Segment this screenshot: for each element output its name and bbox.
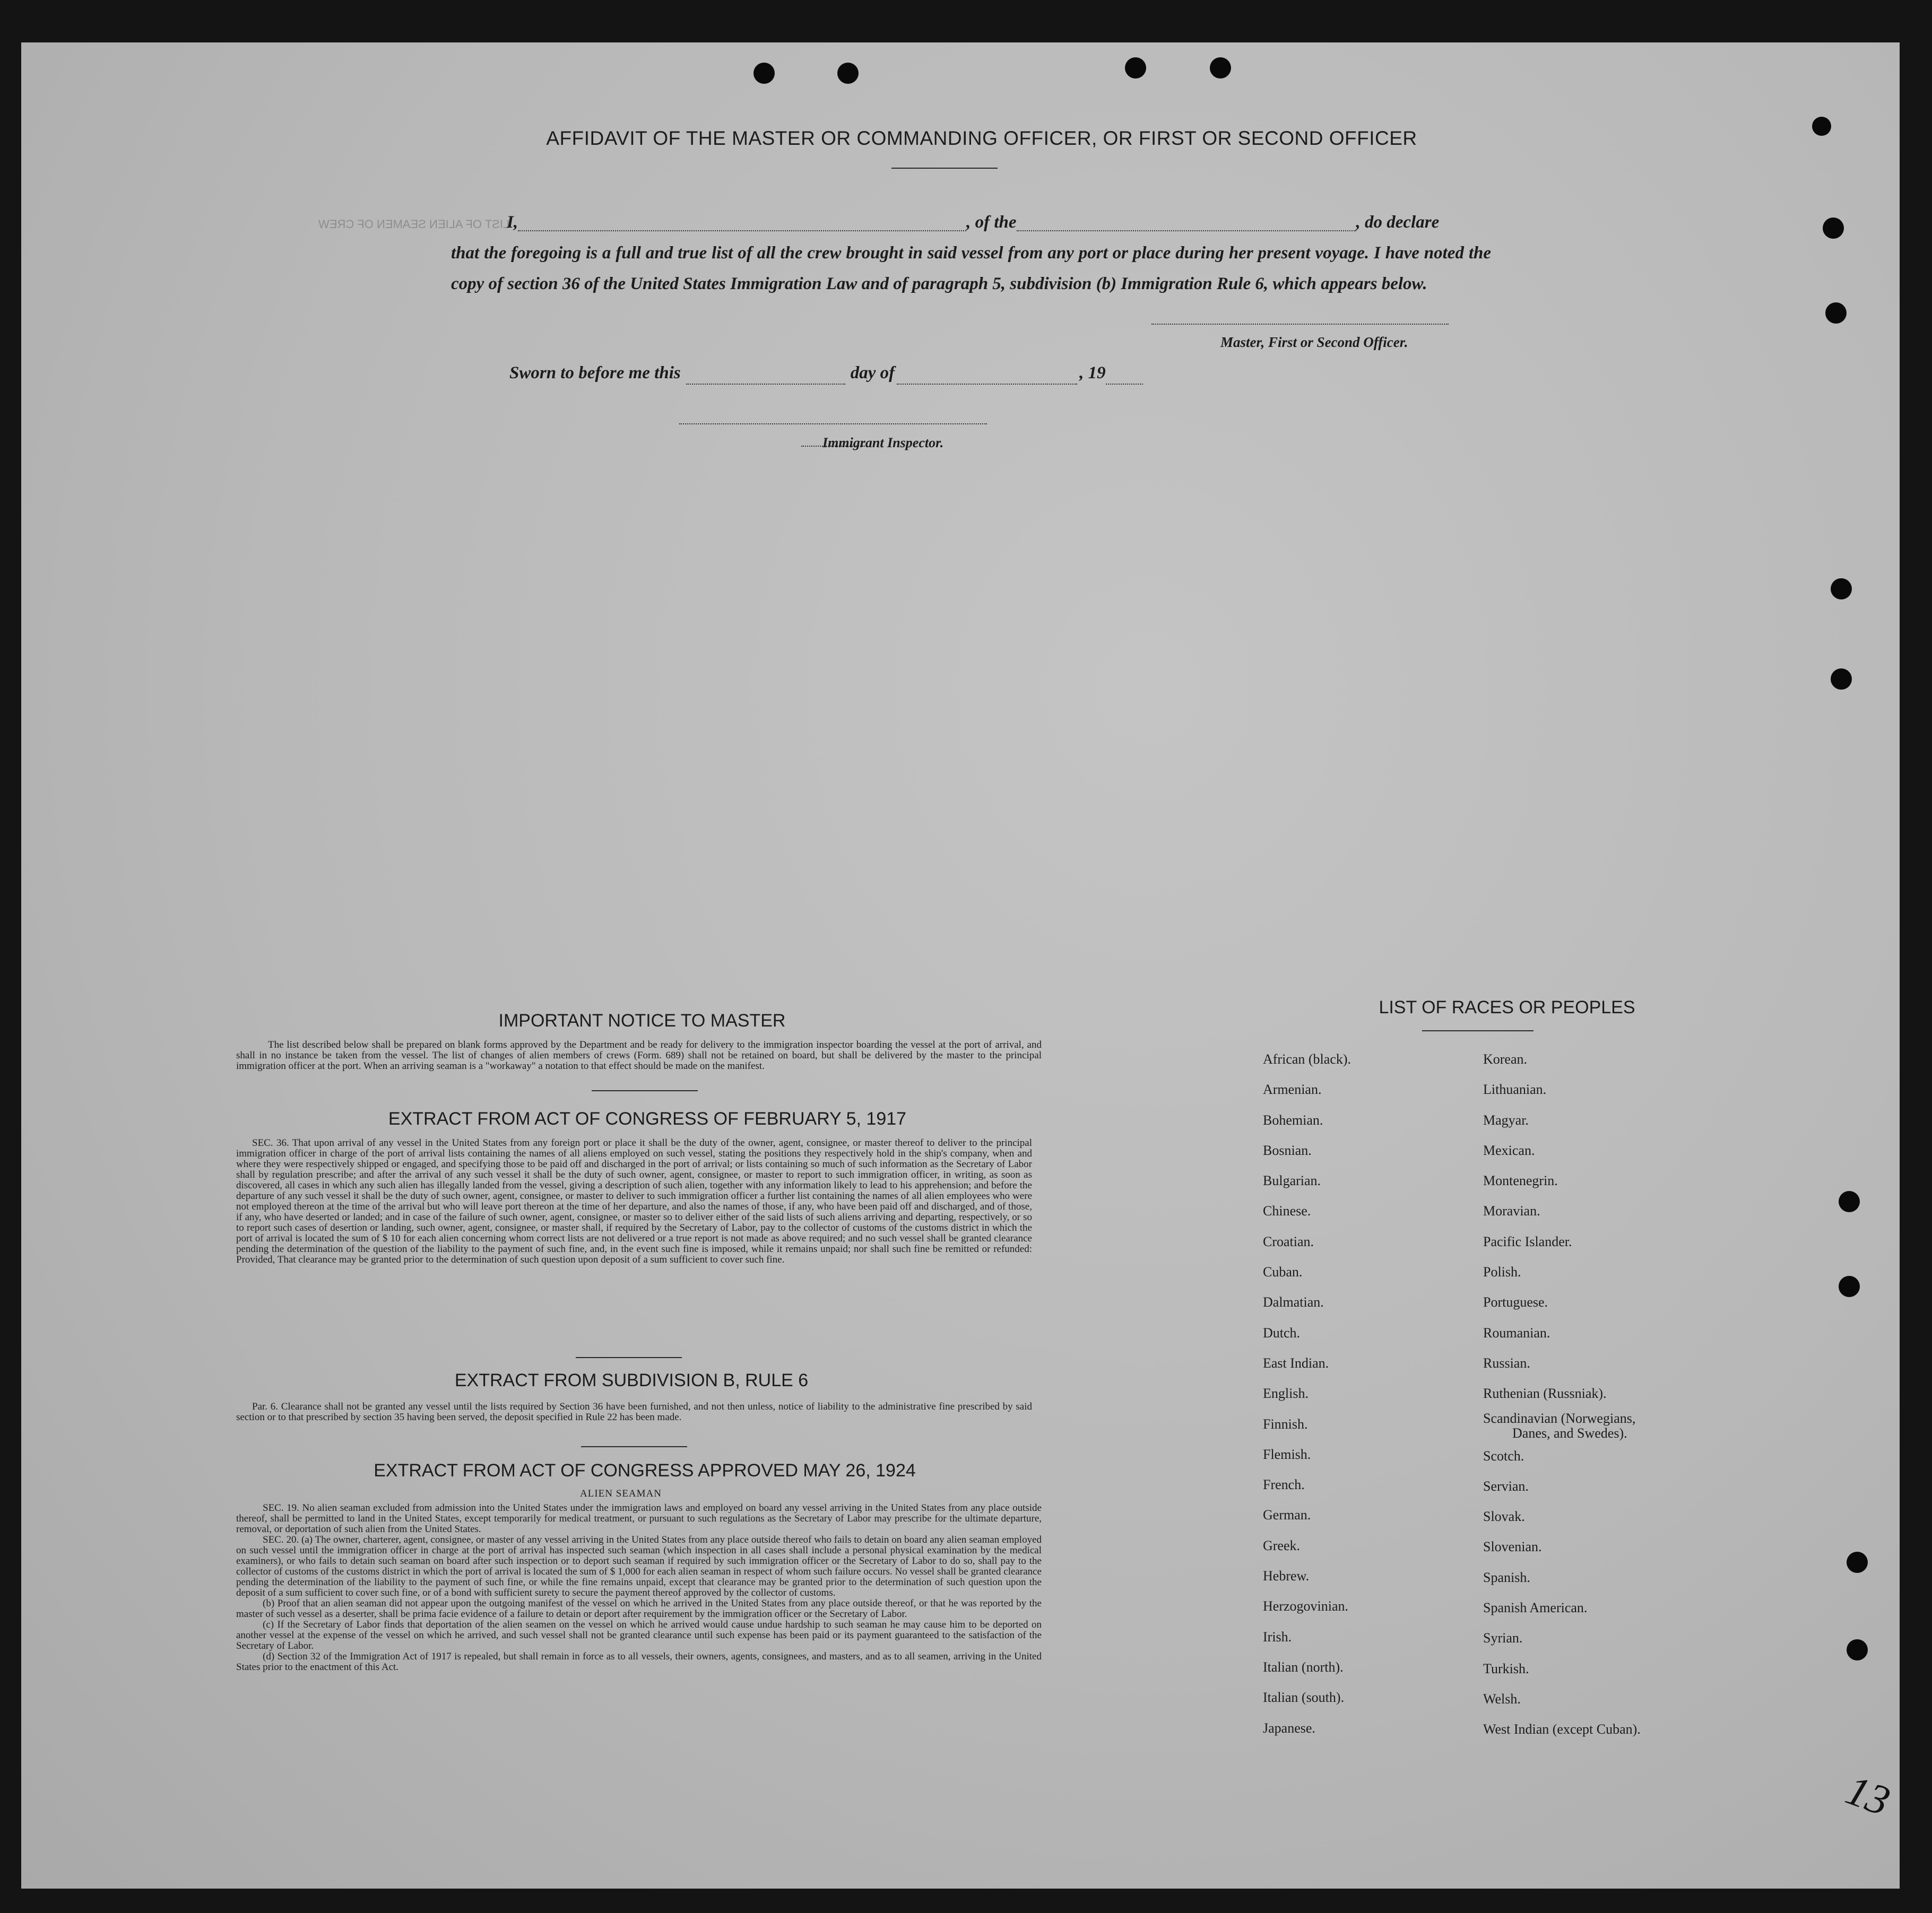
divider: [576, 1357, 682, 1358]
race-item: African (black).: [1263, 1051, 1351, 1067]
affidavit-first-line: [451, 207, 1491, 238]
sworn-year: , 19: [1079, 363, 1106, 382]
year-blank: [1106, 363, 1143, 385]
signature-label: Master, First or Second Officer.: [1220, 334, 1408, 350]
race-item: Scandinavian (Norwegians,: [1483, 1410, 1636, 1426]
race-item: Moravian.: [1483, 1203, 1540, 1219]
race-item: Spanish American.: [1483, 1600, 1588, 1616]
divider: [1422, 1030, 1534, 1031]
affidavit-body: [451, 207, 1491, 299]
name-blank: [518, 207, 966, 231]
extract-1924-paragraph: (d) Section 32 of the Immigration Act of 1917 is repealed, but shall remain in force as to all vessels, their owners, agents, consignees, and masters, and as to all seamen, arriving in the United States prior to the enactment of this Act.: [236, 1651, 1042, 1673]
extract-1924-paragraph: (c) If the Secretary of Labor finds that deportation of the alien seamen on the vessel on which he arrived would cause undue hardship to such seaman he may cause him to be deported on another vessel at the expense of the vessel on which he arrived, and such vessel shall not be granted clearance until such expense has been paid or its payment guaranteed to the satisfaction of the Secretary of Labor.: [236, 1619, 1042, 1651]
sworn-day-of: day of: [850, 363, 895, 382]
race-item: Slovak.: [1483, 1509, 1525, 1525]
race-item: Polish.: [1483, 1264, 1521, 1280]
race-item: Korean.: [1483, 1051, 1528, 1067]
races-heading: LIST OF RACES OR PEOPLES: [1379, 997, 1635, 1018]
divider: [592, 1090, 698, 1091]
race-item: Dalmatian.: [1263, 1294, 1324, 1310]
punch-hole: [1831, 578, 1852, 599]
race-item: Japanese.: [1263, 1720, 1315, 1736]
races-column-b: [1483, 1044, 1641, 1745]
race-item: Turkish.: [1483, 1660, 1529, 1676]
punch-hole: [1125, 57, 1146, 79]
race-item: Russian.: [1483, 1355, 1530, 1371]
divider: [581, 1446, 687, 1447]
extract-1924-body: [236, 1503, 1042, 1673]
extract-1924-paragraph: SEC. 19. No alien seaman excluded from admission into the United States under the immigration laws and employed on board any vessel arriving in the United States from any place outside thereof, shall be permitted to land in the United States, except temporarily for medical treatment, or pursuant to such regulations as the Secretary of Labor may prescribe for the ultimate departure, removal, or deportation of such alien from the United States.: [236, 1502, 1042, 1535]
affidavit-i: I,: [507, 213, 518, 232]
race-item: Chinese.: [1263, 1203, 1311, 1219]
affidavit-title: AFFIDAVIT OF THE MASTER OR COMMANDING OFFICER, OR FIRST OR SECOND OFFICER: [546, 127, 1417, 149]
sworn-line: [509, 363, 1199, 385]
punch-hole: [1831, 668, 1852, 690]
race-item: English.: [1263, 1386, 1309, 1402]
race-item: Welsh.: [1483, 1691, 1521, 1707]
punch-hole: [1210, 57, 1231, 79]
race-item: East Indian.: [1263, 1355, 1329, 1371]
race-item: Ruthenian (Russniak).: [1483, 1386, 1607, 1402]
race-item: Bulgarian.: [1263, 1173, 1321, 1189]
affidavit-of-the: , of the: [966, 213, 1017, 232]
extract-1924-subheading: ALIEN SEAMAN: [580, 1488, 662, 1499]
race-item: Slovenian.: [1483, 1539, 1542, 1555]
punch-hole: [1812, 117, 1831, 136]
race-item: Danes, and Swedes).: [1512, 1425, 1627, 1441]
race-item: Spanish.: [1483, 1569, 1530, 1585]
race-item: Flemish.: [1263, 1446, 1311, 1462]
punch-hole: [1847, 1552, 1868, 1573]
page-number: 13: [1840, 1767, 1896, 1825]
race-item: West Indian (except Cuban).: [1483, 1721, 1641, 1737]
extract-1917-heading: EXTRACT FROM ACT OF CONGRESS OF FEBRUARY 5, 1917: [388, 1109, 907, 1129]
day-blank: [686, 363, 845, 385]
punch-hole: [753, 63, 775, 84]
race-item: Italian (north).: [1263, 1659, 1344, 1675]
race-item: Syrian.: [1483, 1630, 1523, 1646]
punch-hole: [1839, 1276, 1860, 1297]
extract-1924-paragraph: (b) Proof that an alien seaman did not appear upon the outgoing manifest of the vessel on which he arrived in the United States from any place outside thereof, or that he was reported by the master of such vessel as a deserter, shall be prima facie evidence of a failure to detain or deport after requirement by the immigration officer or the Secretary of Labor.: [236, 1598, 1042, 1620]
race-item: Mexican.: [1483, 1142, 1535, 1158]
race-item: Hebrew.: [1263, 1568, 1310, 1584]
race-item: Magyar.: [1483, 1112, 1529, 1128]
punch-hole: [1823, 218, 1844, 239]
extract-1917-text: SEC. 36. That upon arrival of any vessel in the United States from any foreign port or place it shall be the duty of the owner, agent, consignee, or master thereof to deliver to the principal immigration officer in charge of the port of arrival lists containing the names of all aliens employed on such vessel, stating the positions they respectively hold in the ship's company, when and where they were respectively shipped or engaged, and specifying those to be paid off and discharged in the port of arrival; or lists containing so much of such information as the Secretary of Labor shall by regulation prescribe; and after the arrival of any such vessel it shall be the duty of such owner, agent, consignee, or master to report to such immigration officer, in writing, as soon as discovered, all cases in which any such alien has illegally landed from the vessel, giving a description of such alien, together with any information likely to lead to his apprehension; and before the departure of any such vessel it shall be the duty of such owner, agent, consignee, or master to deliver to such immigration officer a further list containing the names of all alien employees who were not employed thereon at the time of the arrival but who will leave port thereon at the time of her departure, and also the names of those, if any, who have been paid off and discharged, and of those, if any, who have deserted or landed; and in case of the failure of such owner, agent, consignee, or master so to deliver either of the said lists of such aliens arriving and departing, respectively, or so to report such cases of desertion or landing, such owner, agent, consignee, or master shall, if required by the Secretary of Labor, pay to the collector of customs of the customs district in which the port of arrival is located the sum of $ 10 for each alien concerning whom correct lists are not delivered or a true report is not made as above required; and no such vessel shall be granted clearance pending the determination of the question of the liability to the payment of such fine, and, in the event such fine is imposed, while it remains unpaid; nor shall such fine be remitted or refunded: Provided, That clearance may be granted prior to the determination of such question upon deposit of a sum sufficient to cover such fine.: [236, 1137, 1032, 1265]
race-item: Pacific Islander.: [1483, 1233, 1572, 1249]
race-item: Portuguese.: [1483, 1294, 1548, 1310]
race-item: Finnish.: [1263, 1416, 1308, 1432]
race-item: Scotch.: [1483, 1448, 1524, 1464]
race-item: Dutch.: [1263, 1325, 1301, 1341]
punch-hole: [1825, 302, 1847, 324]
punch-hole: [1839, 1191, 1860, 1212]
sworn-prefix: Sworn to before me this: [509, 363, 681, 382]
punch-hole: [837, 63, 859, 84]
race-item: Montenegrin.: [1483, 1173, 1558, 1189]
race-item: Irish.: [1263, 1629, 1292, 1645]
extract-rule6-heading: EXTRACT FROM SUBDIVISION B, RULE 6: [454, 1370, 809, 1390]
race-item: Greek.: [1263, 1537, 1301, 1553]
document-page: [21, 42, 1900, 1889]
races-column-a: [1263, 1044, 1351, 1743]
race-item: Bosnian.: [1263, 1142, 1312, 1158]
race-item: Cuban.: [1263, 1264, 1303, 1280]
affidavit-declare: , do declare: [1356, 213, 1440, 232]
inspector-signature-line: [679, 423, 987, 424]
punch-hole: [1847, 1639, 1868, 1660]
race-item: Roumanian.: [1483, 1325, 1550, 1341]
extract-1924-paragraph: SEC. 20. (a) The owner, charterer, agent, consignee, or master of any vessel arriving in the United States from any place outside thereof who fails to detain on board any alien seaman employed on such vessel until the immigration officer in charge at the port of arrival has inspected such seaman (which inspection in all cases shall include a personal physical examination by the medical examiners), or who fails to detain such seaman on board after such inspection or to deport such seaman if required by such immigration officer or the Secretary of Labor to do so, shall pay to the collector of customs of the customs district in which the port of arrival is located the sum of $ 1,000 for each alien seaman in respect of whom such failure occurs. No vessel shall be granted clearance pending the determination of the liability to the payment of such fine, or while the fine remains unpaid, except that clearance may be granted prior to the determination of such question upon the deposit of a sum sufficient to cover such fine, or of a bond with sufficient surety to secure the payment thereof approved by the collector of customs.: [236, 1534, 1042, 1598]
race-item: French.: [1263, 1477, 1305, 1493]
race-item: Lithuanian.: [1483, 1082, 1547, 1098]
divider: [891, 168, 998, 169]
race-item: Italian (south).: [1263, 1690, 1345, 1706]
extract-rule6-text: Par. 6. Clearance shall not be granted any vessel until the lists required by Section 36 have been furnished, and not then unless, notice of liability to the administrative fine prescribed by said section or to that prescribed by section 35 having been served, the deposit specified in Rule 22 has been made.: [236, 1401, 1032, 1423]
inspector-label: Immigrant Inspector.: [822, 435, 944, 450]
extract-1924-heading: EXTRACT FROM ACT OF CONGRESS APPROVED MAY 26, 1924: [374, 1460, 916, 1481]
race-item: Servian.: [1483, 1478, 1529, 1494]
bleed-through-text: LIST OF ALIEN SEAMEN OF CREW: [318, 218, 510, 231]
race-item: Croatian.: [1263, 1233, 1314, 1249]
race-item: Bohemian.: [1263, 1112, 1323, 1128]
signature-line: [1151, 324, 1449, 325]
race-item: German.: [1263, 1507, 1311, 1523]
notice-text: The list described below shall be prepared on blank forms approved by the Department and be ready for delivery to the immigration inspector boarding the vessel at the port of arrival, and shall in no instance be taken from the vessel. The list of changes of alien members of crews (Form. 689) shall not be retained on board, but shall be delivered by the master to the principal immigration officer at the port. When an arriving seaman is a "workaway" a notation to that effect should be made on the manifest.: [236, 1039, 1042, 1072]
month-blank: [897, 363, 1077, 385]
notice-heading: IMPORTANT NOTICE TO MASTER: [498, 1011, 786, 1031]
race-item: Armenian.: [1263, 1082, 1322, 1098]
vessel-blank: [1017, 207, 1356, 231]
race-item: Herzogovinian.: [1263, 1598, 1349, 1614]
affidavit-text: that the foregoing is a full and true list of all the crew brought in said vessel from any port or place during her present voyage. I have noted the copy of section 36 of the United States Immigration Law and of paragraph 5, subdivision (b) Immigration Rule 6, which appears below.: [451, 244, 1491, 293]
